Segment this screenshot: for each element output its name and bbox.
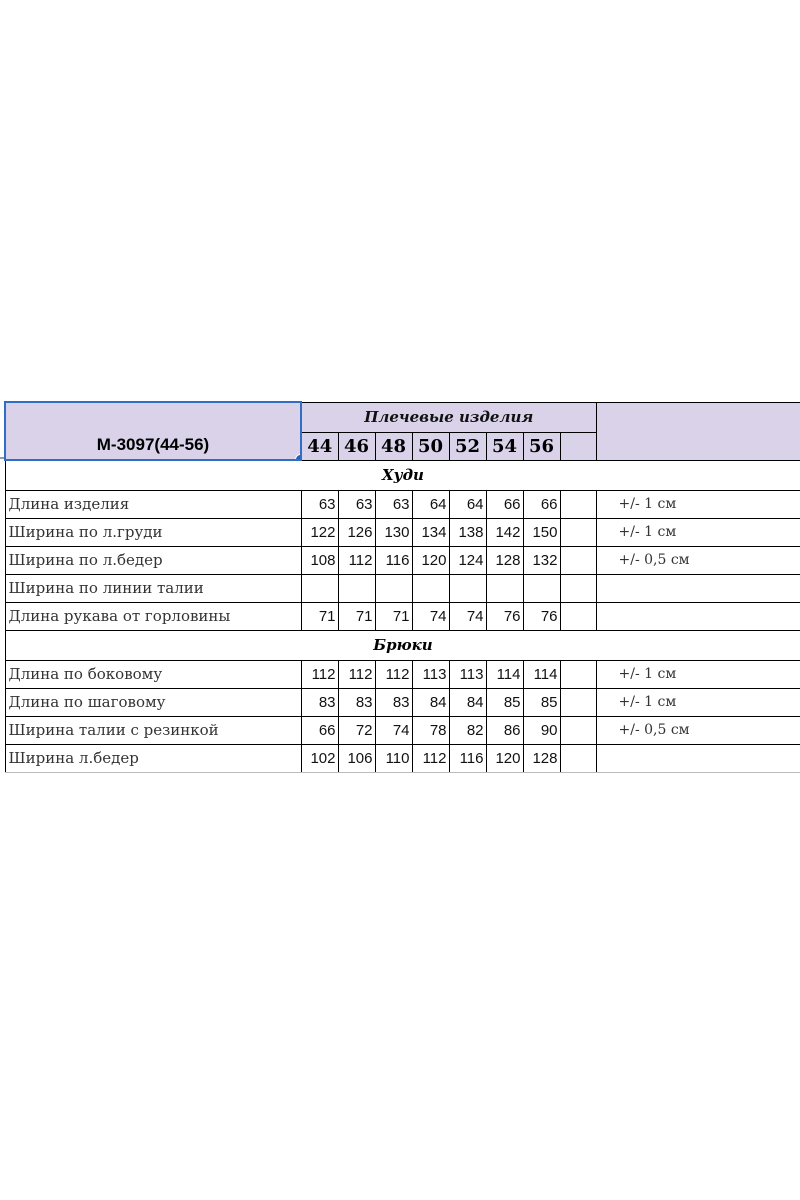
empty-cell[interactable]: [560, 602, 596, 630]
measurement-value-cell[interactable]: 83: [375, 688, 412, 716]
section-row: [5, 630, 800, 660]
size-cell[interactable]: [449, 432, 486, 460]
measurement-value-cell[interactable]: 84: [412, 688, 449, 716]
size-cell[interactable]: [523, 432, 560, 460]
empty-cell[interactable]: [560, 744, 596, 772]
measurement-value-cell[interactable]: 142: [486, 518, 523, 546]
measurement-value-cell[interactable]: 84: [449, 688, 486, 716]
measurement-value-cell[interactable]: 116: [375, 546, 412, 574]
measurement-label-cell[interactable]: Ширина по л.бедер: [5, 546, 301, 574]
measurement-value-cell[interactable]: 114: [486, 660, 523, 688]
empty-cell[interactable]: [560, 518, 596, 546]
section-title-cell[interactable]: Брюки: [5, 630, 800, 660]
measurement-value-cell[interactable]: [486, 574, 523, 602]
empty-cell[interactable]: [560, 546, 596, 574]
measurement-value-cell[interactable]: 112: [338, 546, 375, 574]
size-label: 54: [491, 435, 518, 457]
measurement-value-cell[interactable]: 114: [523, 660, 560, 688]
measurement-value-cell[interactable]: 71: [301, 602, 338, 630]
measurement-value-cell[interactable]: 150: [523, 518, 560, 546]
empty-cell[interactable]: [560, 660, 596, 688]
measurement-value-cell[interactable]: 110: [375, 744, 412, 772]
measurement-value-cell[interactable]: 134: [412, 518, 449, 546]
measurement-value-cell[interactable]: 113: [412, 660, 449, 688]
table-row: [5, 546, 800, 574]
empty-cell[interactable]: [560, 574, 596, 602]
model-label: M-3097(44-56): [96, 435, 210, 454]
table-row: [5, 490, 800, 518]
measurement-value-cell[interactable]: [412, 574, 449, 602]
measurement-value-cell[interactable]: 74: [449, 602, 486, 630]
tolerance-cell[interactable]: +/- 1 см: [596, 688, 800, 716]
measurement-value-cell[interactable]: 63: [375, 490, 412, 518]
measurement-value-cell[interactable]: 78: [412, 716, 449, 744]
size-label: 50: [417, 435, 444, 457]
tolerance-cell[interactable]: [596, 602, 800, 630]
measurement-label-cell[interactable]: Длина рукава от горловины: [5, 602, 301, 630]
size-label: 46: [343, 435, 370, 457]
measurement-value-cell[interactable]: 86: [486, 716, 523, 744]
table-row: [5, 574, 800, 602]
measurement-value-cell[interactable]: 112: [338, 660, 375, 688]
size-empty-cell[interactable]: [560, 432, 596, 460]
measurement-value-cell[interactable]: 82: [449, 716, 486, 744]
measurement-label-cell[interactable]: Длина по боковому: [5, 660, 301, 688]
measurement-value-cell[interactable]: 122: [301, 518, 338, 546]
tolerance-cell[interactable]: +/- 1 см: [596, 660, 800, 688]
measurement-label-cell[interactable]: Длина изделия: [5, 490, 301, 518]
measurement-value-cell[interactable]: 72: [338, 716, 375, 744]
size-cell[interactable]: [375, 432, 412, 460]
measurement-label-cell[interactable]: Длина по шаговому: [5, 688, 301, 716]
measurement-label-cell[interactable]: Ширина л.бедер: [5, 744, 301, 772]
section-row: [5, 460, 800, 490]
measurement-value-cell[interactable]: 64: [412, 490, 449, 518]
empty-cell[interactable]: [560, 688, 596, 716]
size-chart-table: [4, 401, 800, 773]
tolerance-cell[interactable]: [596, 574, 800, 602]
table-row: [5, 518, 800, 546]
measurement-value-cell[interactable]: 116: [449, 744, 486, 772]
measurement-value-cell[interactable]: [449, 574, 486, 602]
measurement-value-cell[interactable]: 128: [523, 744, 560, 772]
tolerance-cell[interactable]: +/- 1 см: [596, 518, 800, 546]
size-label: 48: [380, 435, 407, 457]
measurement-value-cell[interactable]: [523, 574, 560, 602]
measurement-value-cell[interactable]: [338, 574, 375, 602]
group-title-cell[interactable]: [301, 402, 596, 432]
measurement-value-cell[interactable]: 124: [449, 546, 486, 574]
measurement-value-cell[interactable]: 106: [338, 744, 375, 772]
measurement-value-cell[interactable]: 85: [486, 688, 523, 716]
tolerance-cell[interactable]: [596, 744, 800, 772]
header-empty-cell[interactable]: [596, 402, 800, 460]
measurement-value-cell[interactable]: 112: [375, 660, 412, 688]
measurement-value-cell[interactable]: 74: [375, 716, 412, 744]
measurement-value-cell[interactable]: 128: [486, 546, 523, 574]
measurement-value-cell[interactable]: 90: [523, 716, 560, 744]
tolerance-cell[interactable]: +/- 0,5 см: [596, 546, 800, 574]
measurement-value-cell[interactable]: 83: [301, 688, 338, 716]
measurement-label-cell[interactable]: Ширина талии с резинкой: [5, 716, 301, 744]
measurement-value-cell[interactable]: 112: [301, 660, 338, 688]
empty-cell[interactable]: [560, 716, 596, 744]
measurement-value-cell[interactable]: 63: [338, 490, 375, 518]
measurement-value-cell[interactable]: 63: [301, 490, 338, 518]
measurement-value-cell[interactable]: 85: [523, 688, 560, 716]
size-cell[interactable]: [301, 432, 338, 460]
size-cell[interactable]: [412, 432, 449, 460]
measurement-value-cell[interactable]: 66: [301, 716, 338, 744]
measurement-value-cell[interactable]: 108: [301, 546, 338, 574]
measurement-value-cell[interactable]: [375, 574, 412, 602]
measurement-value-cell[interactable]: [301, 574, 338, 602]
measurement-value-cell[interactable]: 76: [523, 602, 560, 630]
measurement-value-cell[interactable]: 132: [523, 546, 560, 574]
measurement-value-cell[interactable]: 64: [449, 490, 486, 518]
table-row: [5, 688, 800, 716]
measurement-value-cell[interactable]: 83: [338, 688, 375, 716]
measurement-value-cell[interactable]: 66: [486, 490, 523, 518]
section-title-cell[interactable]: Худи: [5, 460, 800, 490]
measurement-value-cell[interactable]: 102: [301, 744, 338, 772]
size-label: 44: [307, 435, 333, 457]
measurement-value-cell[interactable]: 74: [412, 602, 449, 630]
measurement-value-cell[interactable]: 71: [338, 602, 375, 630]
selection-fill-handle[interactable]: [295, 454, 301, 460]
measurement-value-cell[interactable]: 113: [449, 660, 486, 688]
size-cell[interactable]: [338, 432, 375, 460]
measurement-value-cell[interactable]: 112: [412, 744, 449, 772]
measurement-value-cell[interactable]: 126: [338, 518, 375, 546]
tolerance-cell[interactable]: +/- 0,5 см: [596, 716, 800, 744]
measurement-value-cell[interactable]: 120: [486, 744, 523, 772]
model-cell[interactable]: [5, 402, 301, 460]
table-row: [5, 716, 800, 744]
size-label: 56: [528, 435, 555, 457]
size-label: 52: [454, 435, 481, 457]
table-row: [5, 660, 800, 688]
tolerance-cell[interactable]: +/- 1 см: [596, 490, 800, 518]
measurement-value-cell[interactable]: 138: [449, 518, 486, 546]
measurement-label-cell[interactable]: Ширина по линии талии: [5, 574, 301, 602]
measurement-value-cell[interactable]: 76: [486, 602, 523, 630]
spreadsheet-grid: [4, 401, 800, 773]
table-row: [5, 602, 800, 630]
size-cell[interactable]: [486, 432, 523, 460]
measurement-value-cell[interactable]: 130: [375, 518, 412, 546]
measurement-value-cell[interactable]: 120: [412, 546, 449, 574]
empty-cell[interactable]: [560, 490, 596, 518]
measurement-value-cell[interactable]: 66: [523, 490, 560, 518]
table-row: [5, 744, 800, 772]
measurement-label-cell[interactable]: Ширина по л.груди: [5, 518, 301, 546]
measurement-value-cell[interactable]: 71: [375, 602, 412, 630]
group-title: Плечевые изделия: [364, 408, 534, 426]
